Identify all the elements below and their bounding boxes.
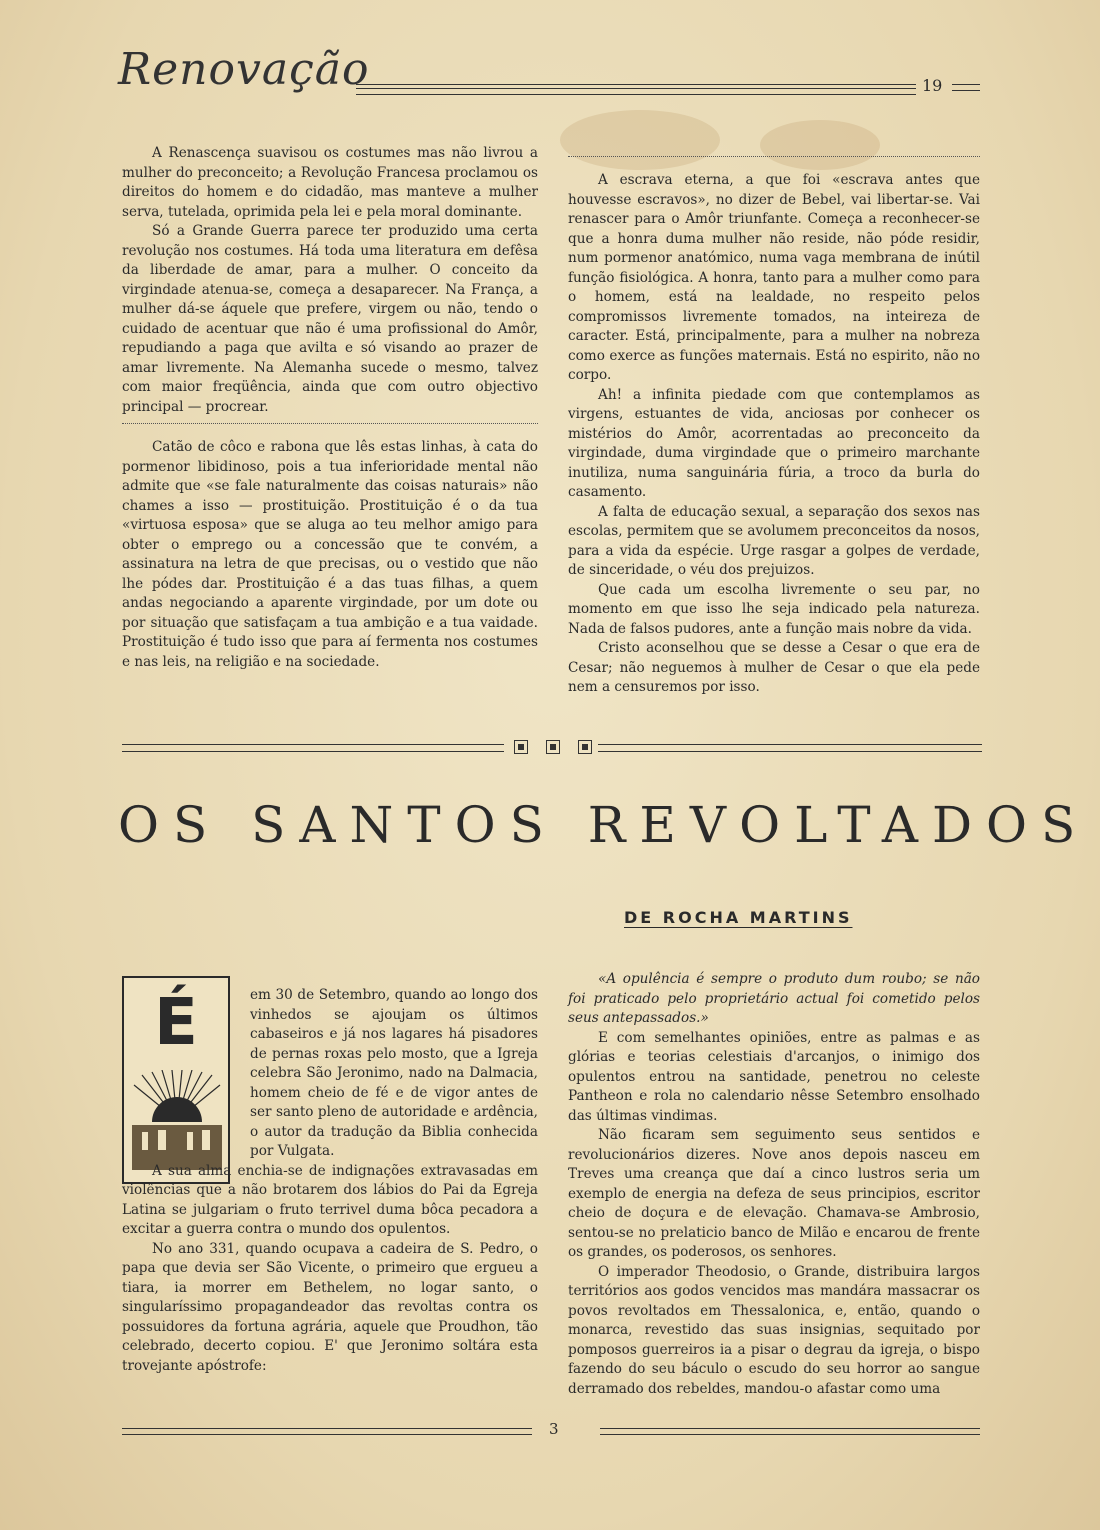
dotted-separator (122, 423, 538, 424)
footer-rule (122, 1428, 532, 1435)
section-divider (598, 744, 982, 752)
masthead-logo: Renovação (118, 44, 370, 95)
top-right-column (568, 152, 980, 698)
article-opening (250, 986, 538, 1162)
masthead-rule (356, 84, 916, 95)
paragraph: A sua alma enchia-se de indignações extravasadas em violências que a não brotarem dos lábios do Pai da Egreja Latina se julgariam o fruto terrivel duma bôca pecadora a excitar a guerra contra o mundo dos opulentos. (122, 1162, 538, 1237)
paragraph: Só a Grande Guerra parece ter produzido uma certa revolução nos costumes. Há toda uma literatura em defêsa da liberdade de amar, para a mulher. O conceito da virgindade atenua-se, começa a desaparecer. Na França, a mulher dá-se áquele que prefere, virgem ou não, tendo o cuidado de acentuar que não é uma profissional do Amôr, repudiando a paga que avilta e só visando ao prazer de amar livremente. Na Alemanha sucede o mesmo, talvez com maior freqüência, ainda que com outro objectivo principal — procrear. (122, 223, 538, 415)
paragraph: O imperador Theodosio, o Grande, distribuira largos territórios aos godos vencidos mas mandára massacrar os povos revoltados em Thessalonica, e, então, quando o monarca, revestido das suas insignias, sequitado por pomposos guerreiros ia a pisar o degrau da igreja, o bispo fazendo do seu báculo o escudo do seu horror ao sangue derramado dos rebeldes, mandou-o afastar como uma (568, 1263, 980, 1397)
top-left-column (122, 144, 538, 672)
divider-square-icon (546, 740, 560, 754)
paragraph: Ah! a infinita piedade com que contemplamos as virgens, estuantes de vida, anciosas por conhecer os mistérios do Amôr, acorrentadas ao preconceito da virgindade, duma virgindade que o primeiro marchante inutiliza, numa sanguinária fúria, a troco da burla do casamento. (568, 386, 980, 500)
paragraph: Cristo aconselhou que se desse a Cesar o que era de Cesar; não neguemos à mulher de Cesar o que ela pede nem a censuremos por isso. (568, 640, 980, 695)
section-divider (122, 744, 504, 752)
article-byline: DE ROCHA MARTINS (624, 908, 853, 927)
footer-rule (600, 1428, 980, 1435)
article-right-column (568, 970, 980, 1399)
paragraph: em 30 de Setembro, quando ao longo dos vinhedos se ajoujam os últimos cabaseiros e já nos lagares há pisadores de pernas roxas pelo mosto, que a Igreja celebra São Jeronimo, nado na Dalmacia, homem cheio de fé e de vigor antes de ser santo pleno de autoridade e ardência, o autor da tradução da Biblia conhecida por Vulgata. (250, 987, 538, 1159)
footer-page-number: 3 (549, 1420, 559, 1438)
paragraph: Catão de côco e rabona que lês estas linhas, à cata do pormenor libidinoso, pois a tua inferioridade mental não admite que «se fale naturalmente das coisas naturais» não chames a isso — prostituição. Prostituição é o da tua «virtuosa esposa» que se aluga ao teu melhor amigo para obter o emprego ou a concessão que te convém, a assinatura na letra de que precisas, ou o vestido que não lhe pódes dar. Prostituição é a das tuas filhas, a quem andas negociando a aparente virgindade, por um dote ou por situação que satisfaçam a tua ambição e a tua vaidade. Prostituição é tudo isso que para aí fermenta nos costumes e nas leis, na religião e na sociedade. (122, 439, 538, 670)
paragraph: A falta de educação sexual, a separação dos sexos nas escolas, permitem que se avolumem preconceitos da nosos, para a vida da espécie. Urge rasgar a golpes de verdade, de sinceridade, o véu dos prejuizos. (568, 503, 980, 578)
paragraph: Que cada um escolha livremente o seu par, no momento em que isso lhe seja indicado pela natureza. Nada de falsos pudores, ante a função mais nobre da vida. (568, 581, 980, 637)
article-left-column (122, 986, 538, 1376)
paragraph: E com semelhantes opiniões, entre as palmas e as glórias e teorias celestiais d'arcanjos, o inimigo dos opulentos entrou na santidade, penetrou no celeste Pantheon e rola no calendario nêsse Setembro ensolhado das últimas vindimas. (568, 1029, 980, 1124)
page-number-rule (952, 84, 980, 91)
quote-paragraph: «A opulência é sempre o produto dum roubo; se não foi praticado pelo proprietário actual foi cometido pelos seus antepassados.» (568, 971, 980, 1026)
paragraph: A Renascença suavisou os costumes mas não livrou a mulher do preconceito; a Revolução Francesa proclamou os direitos do homem e do cidadão, mas manteve a mulher serva, tutelada, oprimida pela lei e pela moral dominante. (122, 145, 538, 220)
page-number: 19 (922, 76, 943, 95)
paragraph: Não ficaram sem seguimento seus sentidos e revolucionários dizeres. Nove anos depois nasceu em Treves uma creança que daí a cinco lustros seria um exemplo de energia na defeza de seus principios, escritor cheio de doçura e de elevação. Chamava-se Ambrosio, sentou-se no prelaticio banco de Milão e encarou de frente os grandes, os poderosos, os senhores. (568, 1127, 980, 1260)
paragraph: A escrava eterna, a que foi «escrava antes que houvesse escravos», no dizer de Bebel, vai libertar-se. Vai renascer para o Amôr triunfante. Começa a reconhecer-se que a honra duma mulher não reside, não póde residir, num pormenor anatómico, numa vaga membrana de inútil função fisiológica. A honra, tanto para a mulher como para o homem, está na lealdade, no respeito pelos compromissos livremente tomados, na inteireza de caracter. Está, principalmente, para a mulher na nobreza como exerce as funções maternais. Está no espirito, não no corpo. (568, 172, 980, 383)
drop-cap-letter: É (154, 986, 198, 1060)
divider-square-icon (578, 740, 592, 754)
paragraph: No ano 331, quando ocupava a cadeira de S. Pedro, o papa que devia ser São Vicente, o primeiro que ergueu a tiara, ia morrer em Bethelem, no logar santo, o singularíssimo propagandeador das revoltas contra os possuidores da fortuna agrária, aquele que Proudhon, tão celebrado, decerto copiou. E' que Jeronimo soltára esta trovejante apóstrofe: (122, 1240, 538, 1374)
article-title: OS SANTOS REVOLTADOS (118, 796, 1090, 854)
dotted-separator (568, 156, 980, 157)
divider-square-icon (514, 740, 528, 754)
